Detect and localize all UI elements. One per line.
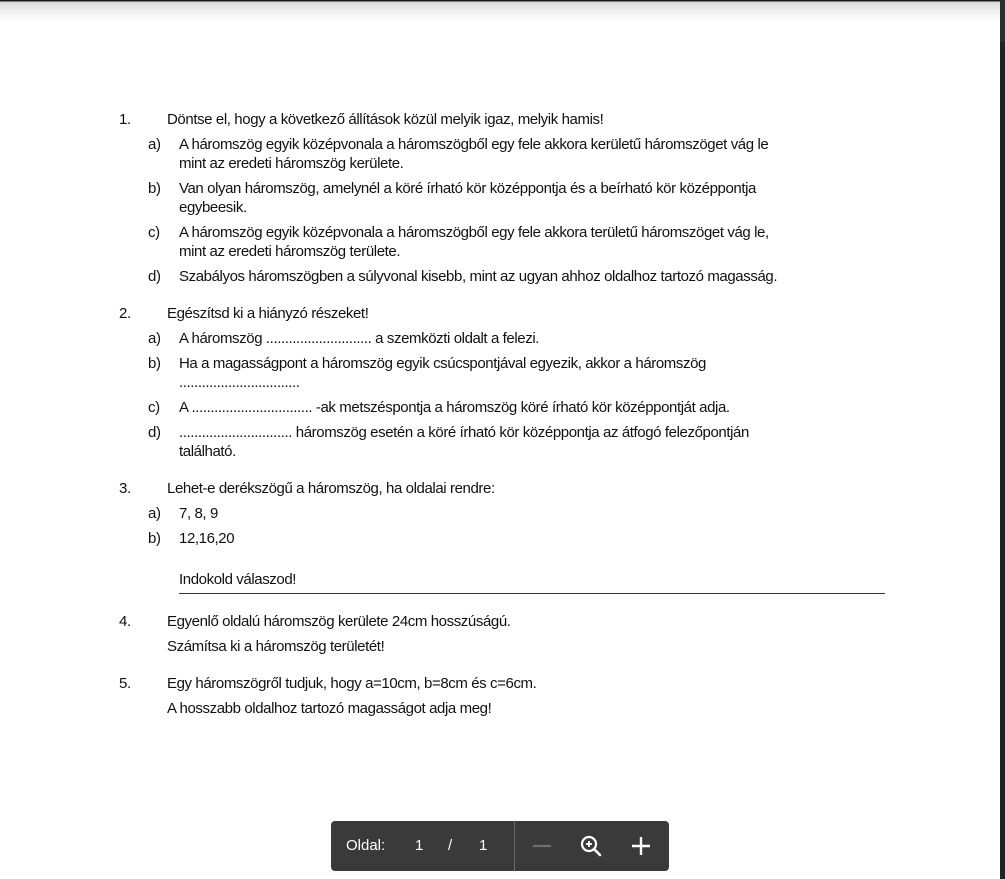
- question-number: 4.: [119, 613, 131, 630]
- question-title: Döntse el, hogy a következő állítások közül melyik igaz, melyik hamis!: [167, 111, 604, 128]
- total-pages: 1: [479, 837, 488, 854]
- current-page-input[interactable]: 1: [415, 837, 424, 854]
- item-label: b): [148, 180, 161, 197]
- question-title: Lehet-e derékszögű a háromszög, ha oldalai rendre:: [167, 480, 495, 497]
- list-item: [148, 135, 909, 173]
- item-text: A háromszög egyik középvonala a háromszögből egy fele akkora kerületű háromszöget vág le: [179, 136, 769, 153]
- zoom-in-button[interactable]: [627, 832, 655, 860]
- item-label: c): [148, 399, 160, 416]
- item-label: c): [148, 224, 160, 241]
- item-label: b): [148, 355, 161, 372]
- page-label: Oldal:: [346, 837, 386, 854]
- list-item: [148, 529, 909, 548]
- list-item: [148, 398, 909, 417]
- list-item: [148, 354, 909, 392]
- item-label: a): [148, 505, 161, 522]
- item-text: A ................................ -ak metszéspontja a háromszög köré írható kör középpontját adja.: [179, 399, 730, 416]
- question-2: [119, 304, 909, 461]
- question-title: Egészítsd ki a hiányzó részeket!: [167, 305, 369, 322]
- question-number: 3.: [119, 480, 131, 497]
- question-text: Egy háromszögről tudjuk, hogy a=10cm, b=8cm és c=6cm.: [167, 675, 537, 692]
- magnifier-plus-icon: [577, 832, 605, 860]
- question-3: [119, 479, 909, 594]
- item-text: található.: [179, 443, 236, 460]
- page-toolbar: [331, 821, 669, 871]
- document-content: [119, 110, 909, 736]
- question-number: 2.: [119, 305, 131, 322]
- answer-line: [179, 570, 885, 594]
- item-label: a): [148, 330, 161, 347]
- question-number: 5.: [119, 675, 131, 692]
- question-1: [119, 110, 909, 286]
- item-text: egybeesik.: [179, 199, 247, 216]
- item-label: a): [148, 136, 161, 153]
- zoom-button[interactable]: [577, 832, 605, 860]
- page-separator: /: [448, 837, 453, 854]
- item-blank: ................................: [179, 374, 300, 391]
- list-item: [148, 423, 909, 461]
- item-text: 7, 8, 9: [179, 505, 218, 522]
- item-text: A háromszög egyik középvonala a háromszögből egy fele akkora területű háromszöget vág le,: [179, 224, 769, 241]
- item-text: mint az eredeti háromszög területe.: [179, 243, 401, 260]
- item-text: Van olyan háromszög, amelynél a köré írható kör középpontja és a beírható kör középpontja: [179, 180, 756, 197]
- list-item: [148, 179, 909, 217]
- question-4: [119, 612, 909, 656]
- item-text: Szabályos háromszögben a súlyvonal kisebb, mint az ugyan ahhoz oldalhoz tartozó magasság.: [179, 268, 778, 285]
- question-note: Indokold válaszod!: [179, 571, 297, 588]
- list-item: [148, 504, 909, 523]
- scrollbar-thumb[interactable]: [1000, 0, 1005, 42]
- question-text: Egyenlő oldalú háromszög kerülete 24cm hosszúságú.: [167, 613, 511, 630]
- item-text: 12,16,20: [179, 530, 235, 547]
- question-text: A hosszabb oldalhoz tartozó magasságot adja meg!: [167, 700, 492, 717]
- question-number: 1.: [119, 111, 131, 128]
- item-label: b): [148, 530, 161, 547]
- question-5: [119, 674, 909, 718]
- zoom-out-button[interactable]: [528, 832, 556, 860]
- item-label: d): [148, 268, 161, 285]
- minus-icon: [528, 832, 556, 860]
- item-text: .............................. háromszög esetén a köré írható kör középpontja az átfogó felezőpontján: [179, 424, 749, 441]
- item-text: Ha a magasságpont a háromszög egyik csúcspontjával egyezik, akkor a háromszög: [179, 355, 706, 372]
- question-text: Számítsa ki a háromszög területét!: [167, 638, 385, 655]
- vertical-scrollbar[interactable]: [1000, 0, 1005, 879]
- item-label: d): [148, 424, 161, 441]
- toolbar-divider: [514, 821, 515, 871]
- list-item: [148, 329, 909, 348]
- list-item: [148, 267, 909, 286]
- list-item: [148, 223, 909, 261]
- plus-icon: [627, 832, 655, 860]
- viewer-top-shadow: [0, 0, 1000, 22]
- item-text: A háromszög ............................ a szemközti oldalt a felezi.: [179, 330, 540, 347]
- item-text: mint az eredeti háromszög kerülete.: [179, 155, 404, 172]
